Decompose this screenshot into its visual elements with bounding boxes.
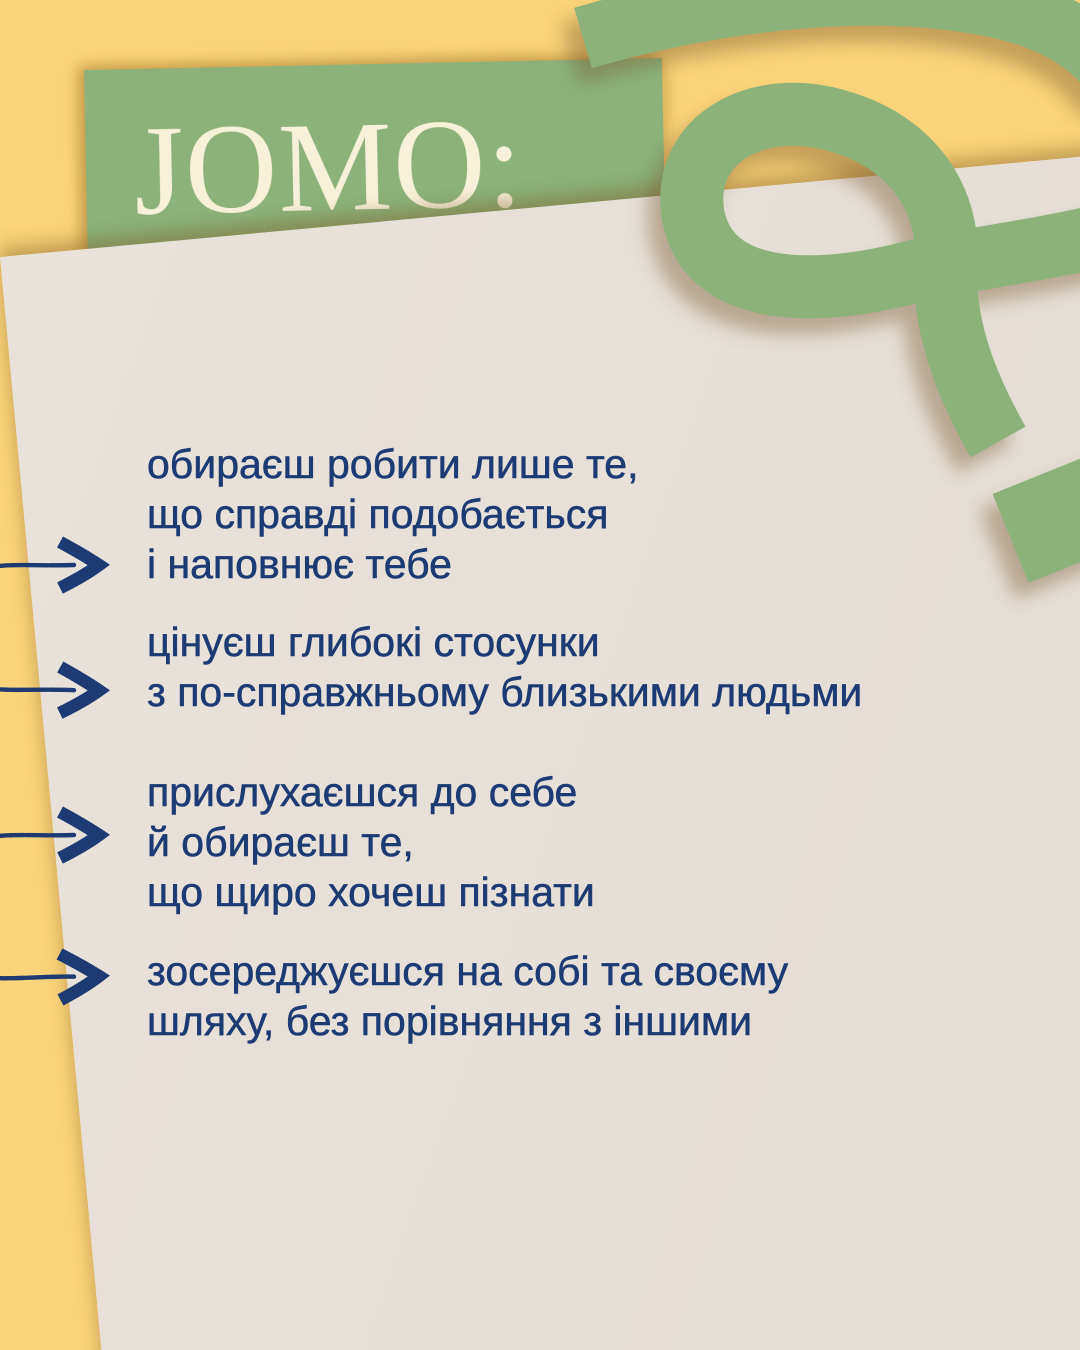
list-item-line: що щиро хочеш пізнати xyxy=(147,869,595,915)
arrow-icon xyxy=(0,657,114,722)
list-item xyxy=(147,767,595,917)
list-item xyxy=(147,439,638,589)
list-item-line: обираєш робити лише те, xyxy=(147,441,639,487)
list-item-line: прислухаєшся до себе xyxy=(147,769,578,815)
poster-title: JOMO: xyxy=(132,91,525,243)
list-item-line: й обираєш те, xyxy=(147,819,414,865)
list-item xyxy=(147,617,862,717)
list-item-line: і наповнює тебе xyxy=(147,541,452,587)
paper-sheet xyxy=(0,126,1080,1350)
list-item-line: шляху, без порівняння з іншими xyxy=(147,998,753,1044)
list-item-line: цінуєш глибокі стосунки xyxy=(147,619,600,665)
list-item-line: що справді подобається xyxy=(147,491,609,537)
arrow-icon xyxy=(0,533,114,597)
list-item-line: зосереджуєшся на собі та своєму xyxy=(147,948,789,994)
list-item xyxy=(147,946,788,1046)
arrow-icon xyxy=(0,803,114,867)
list-item-line: з по-справжньому близькими людьми xyxy=(147,669,863,715)
arrow-icon xyxy=(0,944,115,1010)
